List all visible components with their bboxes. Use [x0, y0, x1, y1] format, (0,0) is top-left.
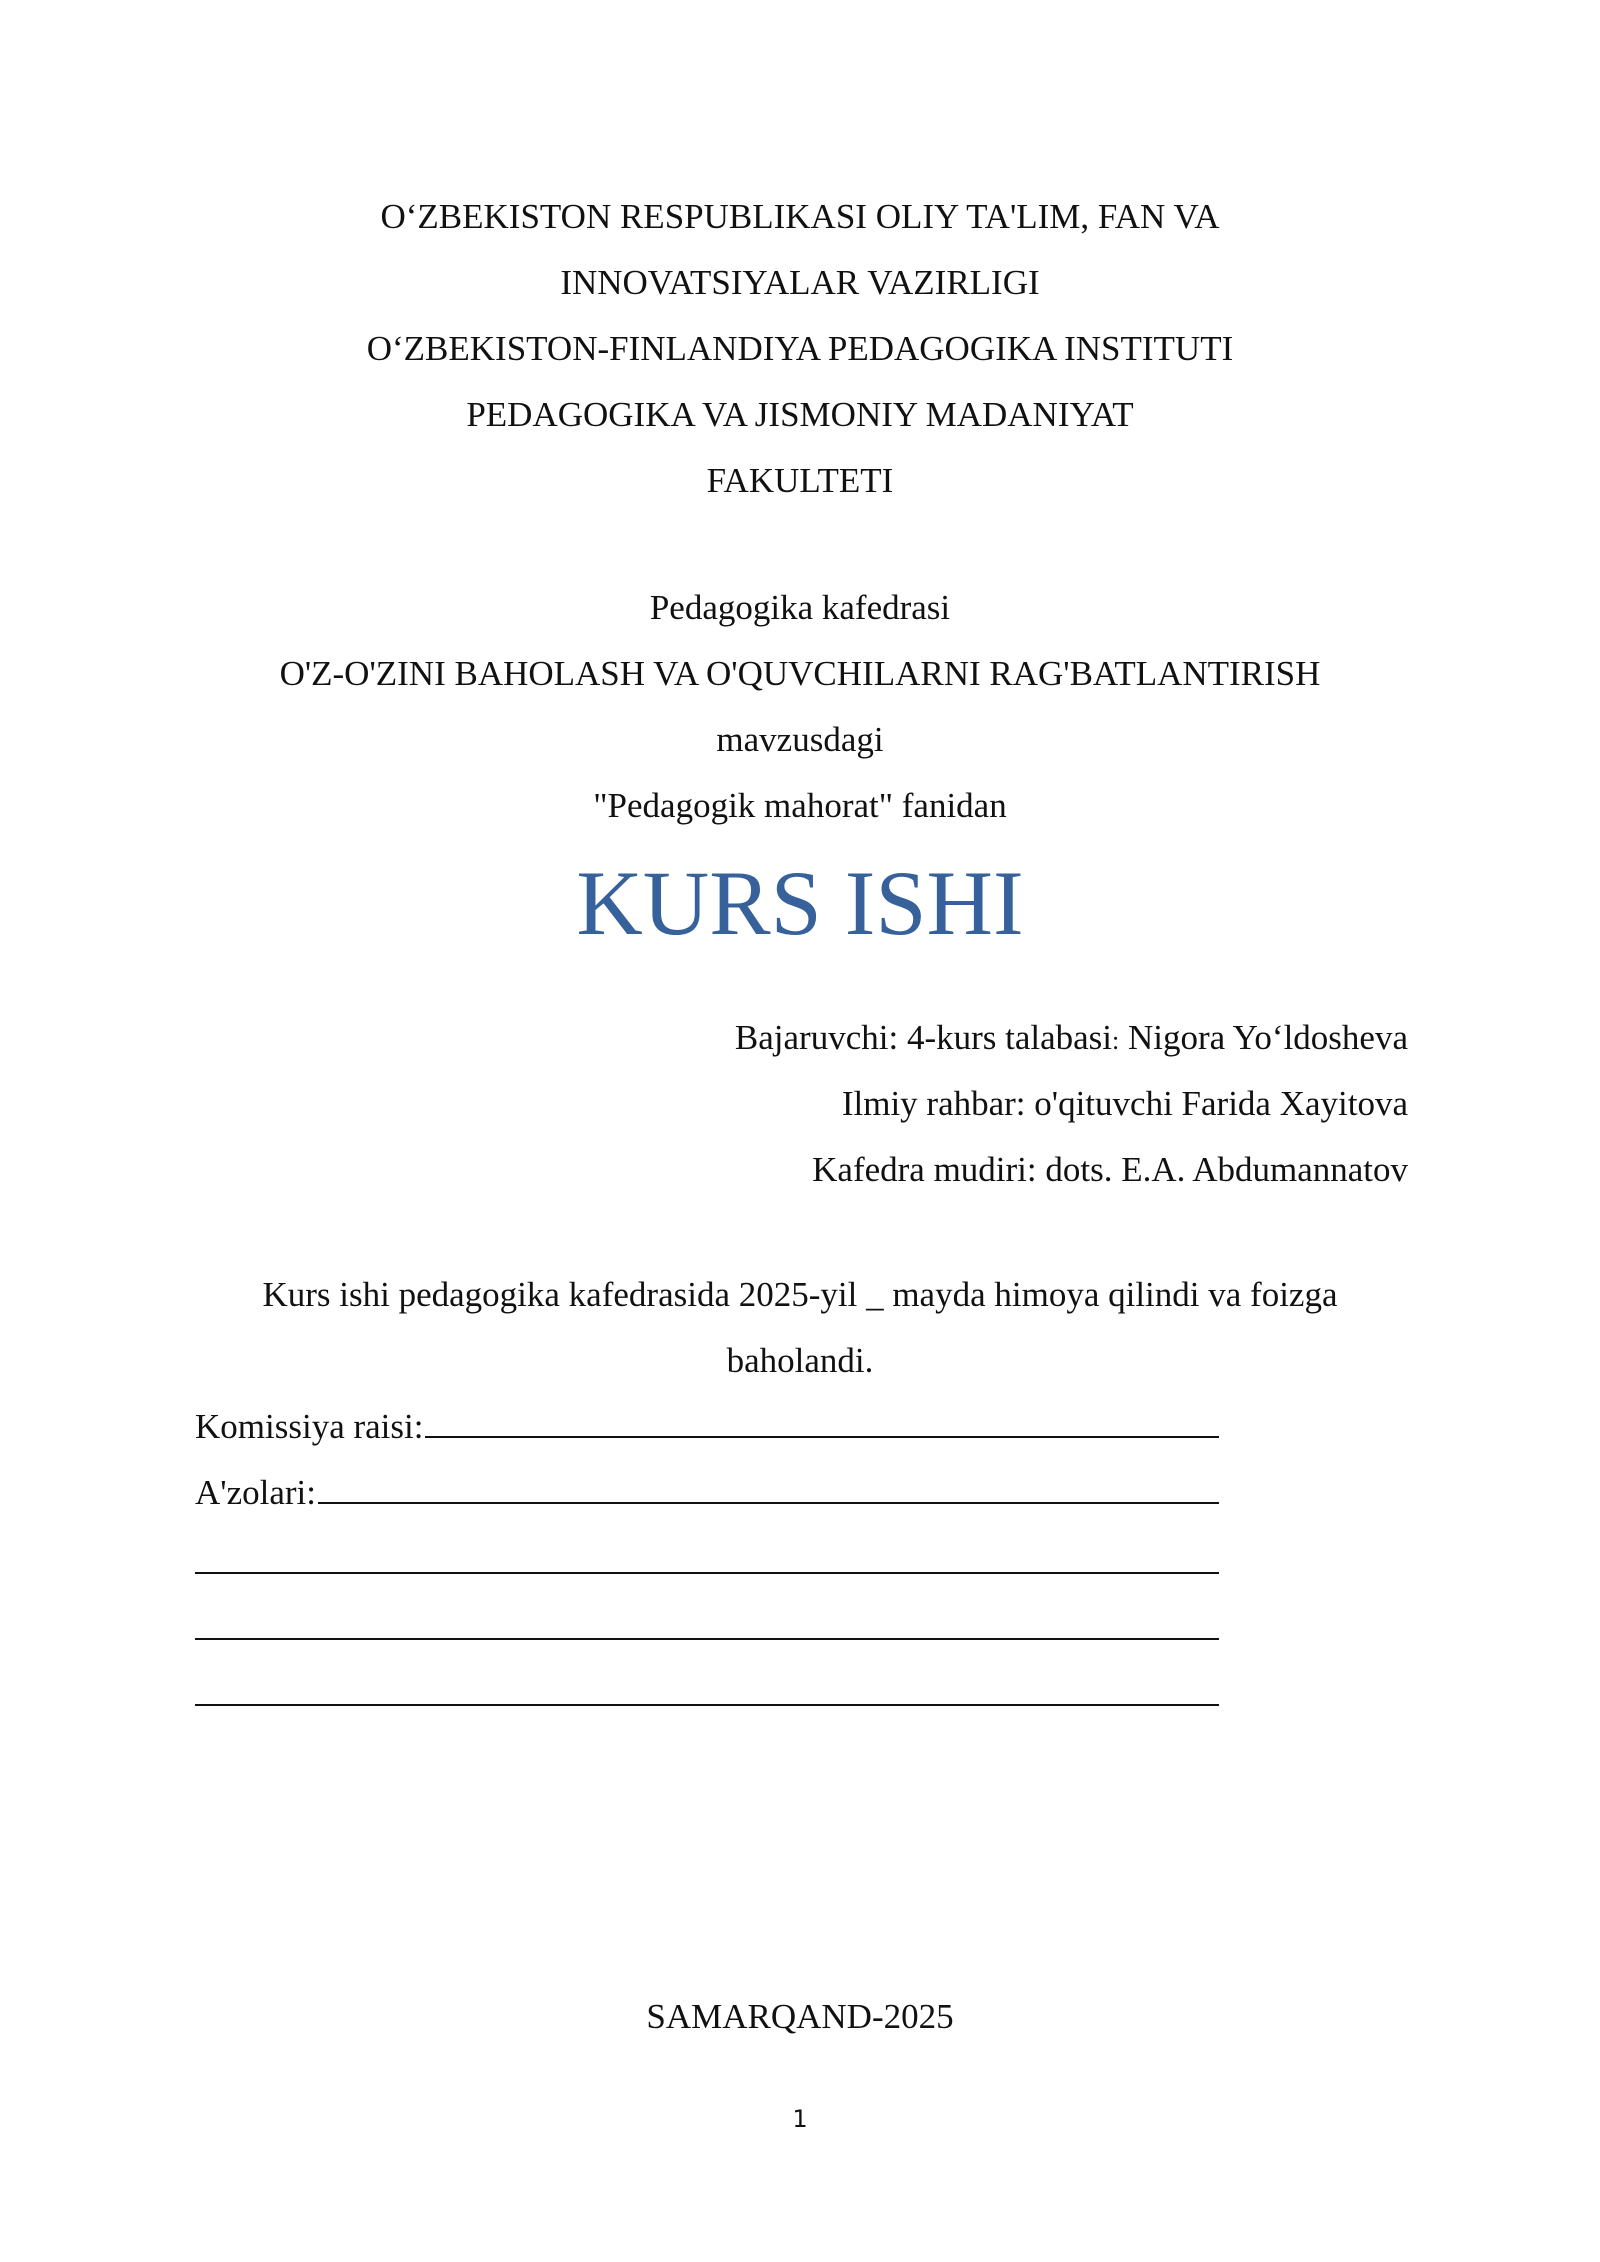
- performer-name: Nigora Yo‘ldosheva: [1119, 1018, 1408, 1057]
- member-signature-row: [195, 1592, 1219, 1658]
- defense-line-2: baholandi.: [726, 1341, 874, 1380]
- header-line-1: O‘ZBEKISTON RESPUBLIKASI OLIY TA'LIM, FAN VA: [380, 197, 1220, 236]
- header-line-5: FAKULTETI: [706, 461, 894, 500]
- members-label: A'zolari:: [195, 1473, 316, 1512]
- topic-block: [0, 575, 1600, 839]
- chair-label: Komissiya raisi:: [195, 1407, 424, 1446]
- course-theme: O'Z-O'ZINI BAHOLASH VA O'QUVCHILARNI RAG'BATLANTIRISH: [279, 654, 1321, 693]
- city-year: SAMARQAND-2025: [646, 1997, 954, 2036]
- document-title: KURS ISHI: [576, 852, 1024, 954]
- member-signature-line: [195, 1598, 1219, 1640]
- page-number: 1: [792, 2105, 808, 2133]
- chair-signature-line: [425, 1396, 1219, 1438]
- staff-block: [735, 1005, 1408, 1203]
- chair-signature-row: [195, 1394, 1219, 1460]
- supervisor-line: Ilmiy rahbar: o'qituvchi Farida Xayitova: [841, 1084, 1408, 1123]
- member-signature-line: [195, 1664, 1219, 1706]
- defense-statement: [0, 1262, 1600, 1394]
- member-signature-row: [195, 1526, 1219, 1592]
- defense-line-1: Kurs ishi pedagogika kafedrasida 2025-yil _ mayda himoya qilindi va foizga: [262, 1275, 1338, 1314]
- performer-colon: :: [1112, 1026, 1120, 1055]
- member-signature-row: [195, 1658, 1219, 1724]
- ministry-header: [0, 184, 1600, 514]
- header-line-4: PEDAGOGIKA VA JISMONIY MADANIYAT: [466, 395, 1134, 434]
- department-head-line: Kafedra mudiri: dots. E.A. Abdumannatov: [812, 1150, 1408, 1189]
- members-signature-row: [195, 1460, 1219, 1526]
- department-name: Pedagogika kafedrasi: [649, 588, 951, 627]
- subject-name: "Pedagogik mahorat" fanidan: [593, 786, 1007, 825]
- header-line-2: INNOVATSIYALAR VAZIRLIGI: [560, 263, 1040, 302]
- course-theme-suffix: mavzusdagi: [716, 720, 884, 759]
- commission-block: [195, 1394, 1219, 1724]
- members-signature-line: [318, 1462, 1219, 1504]
- performer-line: [735, 1005, 1408, 1071]
- member-signature-line: [195, 1532, 1219, 1574]
- header-line-3: O‘ZBEKISTON-FINLANDIYA PEDAGOGIKA INSTITUTI: [366, 329, 1234, 368]
- performer-prefix: Bajaruvchi: 4-kurs talabasi: [734, 1018, 1113, 1057]
